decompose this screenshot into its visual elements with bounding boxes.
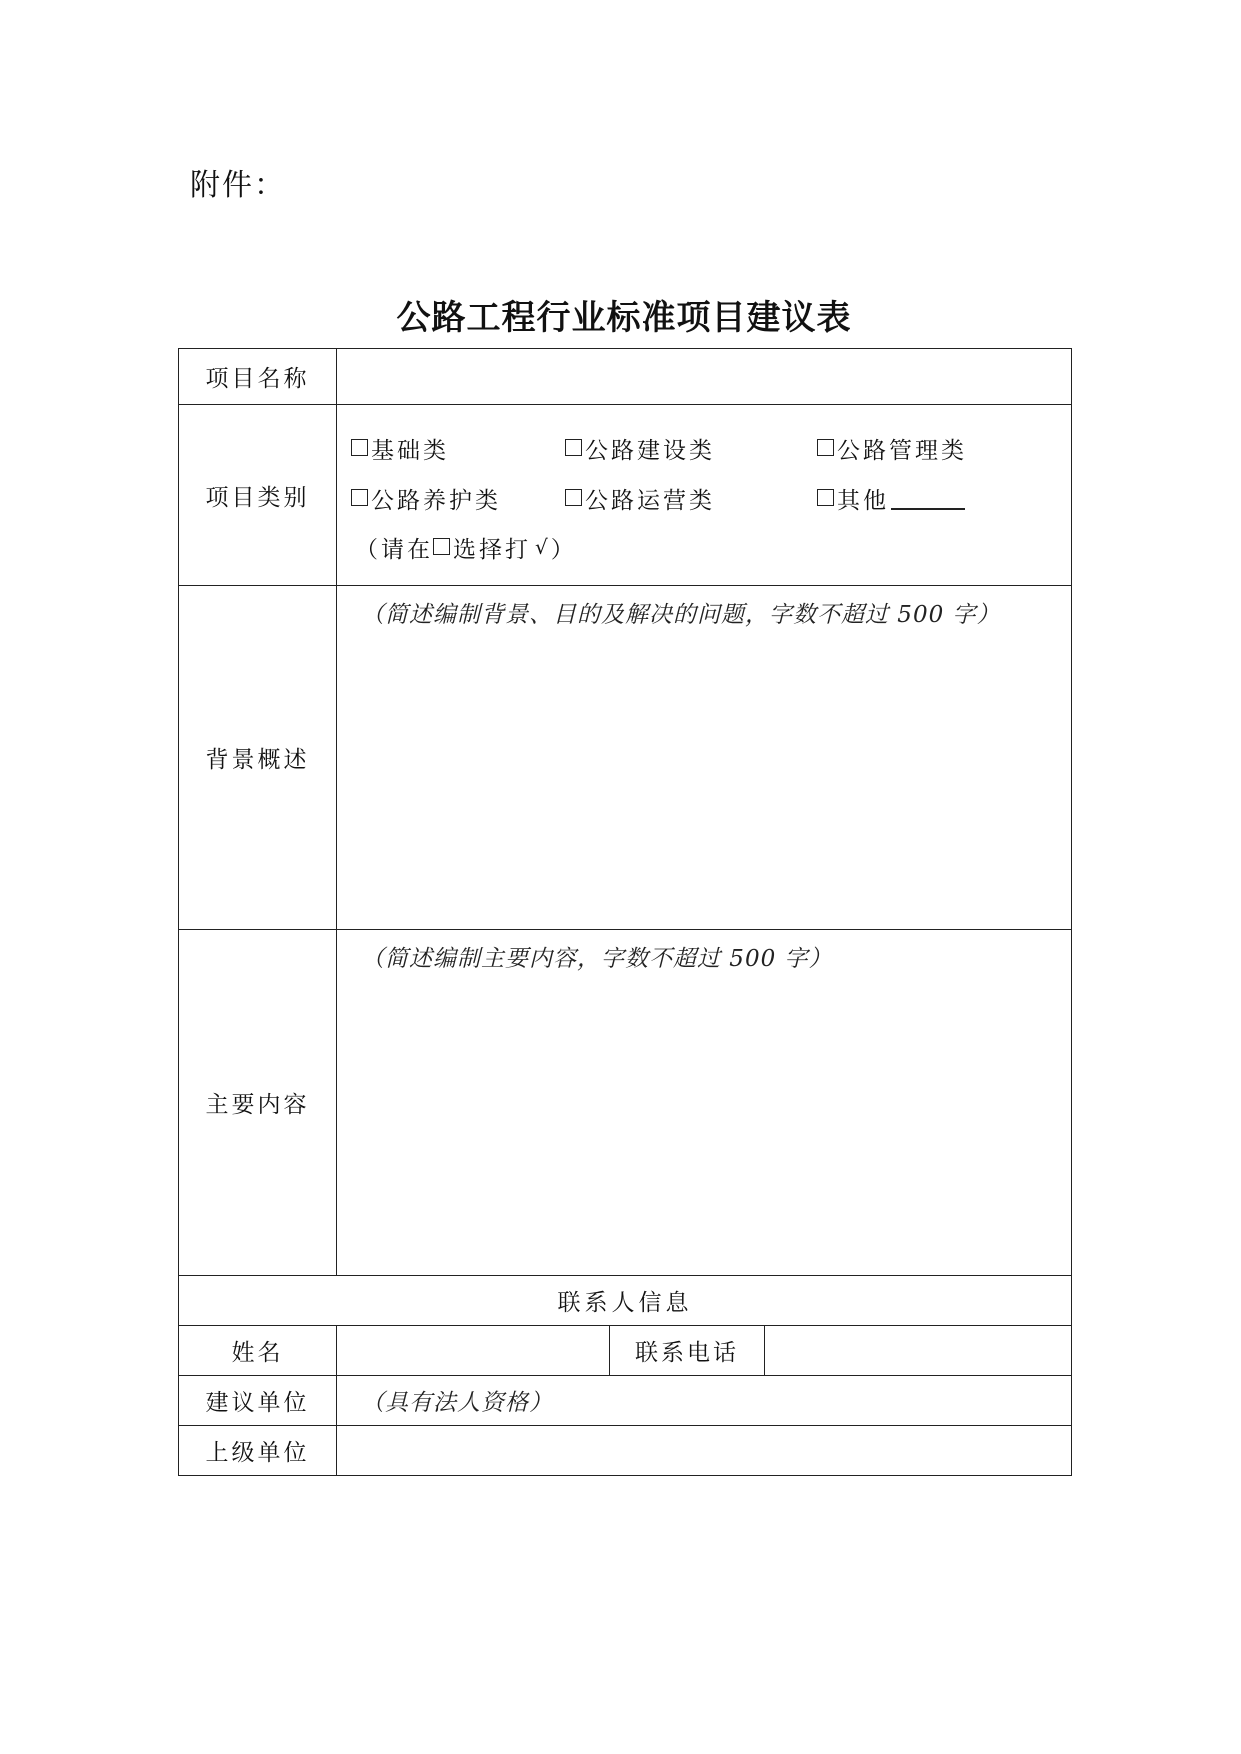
name-label: 姓名 [179,1326,337,1376]
form-title: 公路工程行业标准项目建议表 [396,298,852,338]
project-name-field[interactable] [337,349,1072,405]
checkbox-icon[interactable] [351,489,368,506]
superior-unit-label: 上级单位 [179,1426,337,1476]
category-option-other[interactable] [817,482,965,515]
superior-unit-field[interactable] [337,1426,1072,1476]
phone-field[interactable] [765,1326,1072,1376]
name-field[interactable] [337,1326,610,1376]
category-option-label: 其他 [837,487,889,514]
category-option-construction[interactable] [565,432,817,465]
phone-label: 联系电话 [610,1326,765,1376]
row-background [179,586,1072,930]
checkbox-icon[interactable] [351,439,368,456]
category-option-basic[interactable] [351,432,565,465]
category-option-label: 公路管理类 [837,437,967,464]
category-row-1 [351,423,1071,473]
row-project-category [179,405,1072,586]
checkbox-icon[interactable] [817,439,834,456]
row-superior-unit [179,1426,1072,1476]
category-option-label: 基础类 [371,437,449,464]
row-contact-details [179,1326,1072,1376]
category-note-close: ） [550,536,577,563]
checkbox-icon[interactable] [817,489,834,506]
project-category-label: 项目类别 [179,405,337,586]
attachment-label: 附件： [190,168,286,203]
background-field[interactable] [337,586,1072,930]
contact-section-header: 联系人信息 [179,1276,1072,1326]
category-option-management[interactable] [817,432,967,465]
main-content-field[interactable] [337,930,1072,1276]
main-content-label: 主要内容 [179,930,337,1276]
category-note-suffix: 选择打 [453,536,531,563]
proposing-unit-label: 建议单位 [179,1376,337,1426]
row-proposing-unit [179,1376,1072,1426]
category-option-maintenance[interactable] [351,482,565,515]
category-option-label: 公路运营类 [585,487,715,514]
background-label: 背景概述 [179,586,337,930]
category-option-operation[interactable] [565,482,817,515]
proposing-unit-field[interactable] [337,1376,1072,1426]
row-contact-header [179,1276,1072,1326]
category-option-label: 公路建设类 [585,437,715,464]
checkbox-icon [433,538,450,555]
project-name-label: 项目名称 [179,349,337,405]
check-mark-icon: √ [535,535,551,559]
row-main-content [179,930,1072,1276]
category-row-2 [351,473,1071,523]
background-hint: （简述编制背景、目的及解决的问题，字数不超过 500 字） [361,602,1001,628]
category-note-prefix: （请在 [355,536,433,563]
main-content-hint: （简述编制主要内容，字数不超过 500 字） [361,946,833,972]
category-option-label: 公路养护类 [371,487,501,514]
proposal-form-table [178,348,1072,1476]
checkbox-icon[interactable] [565,489,582,506]
project-category-options [337,405,1072,586]
other-fill-line[interactable] [891,486,965,510]
row-project-name [179,349,1072,405]
checkbox-icon[interactable] [565,439,582,456]
proposing-unit-hint: （具有法人资格） [361,1390,553,1416]
category-note [351,523,1071,571]
